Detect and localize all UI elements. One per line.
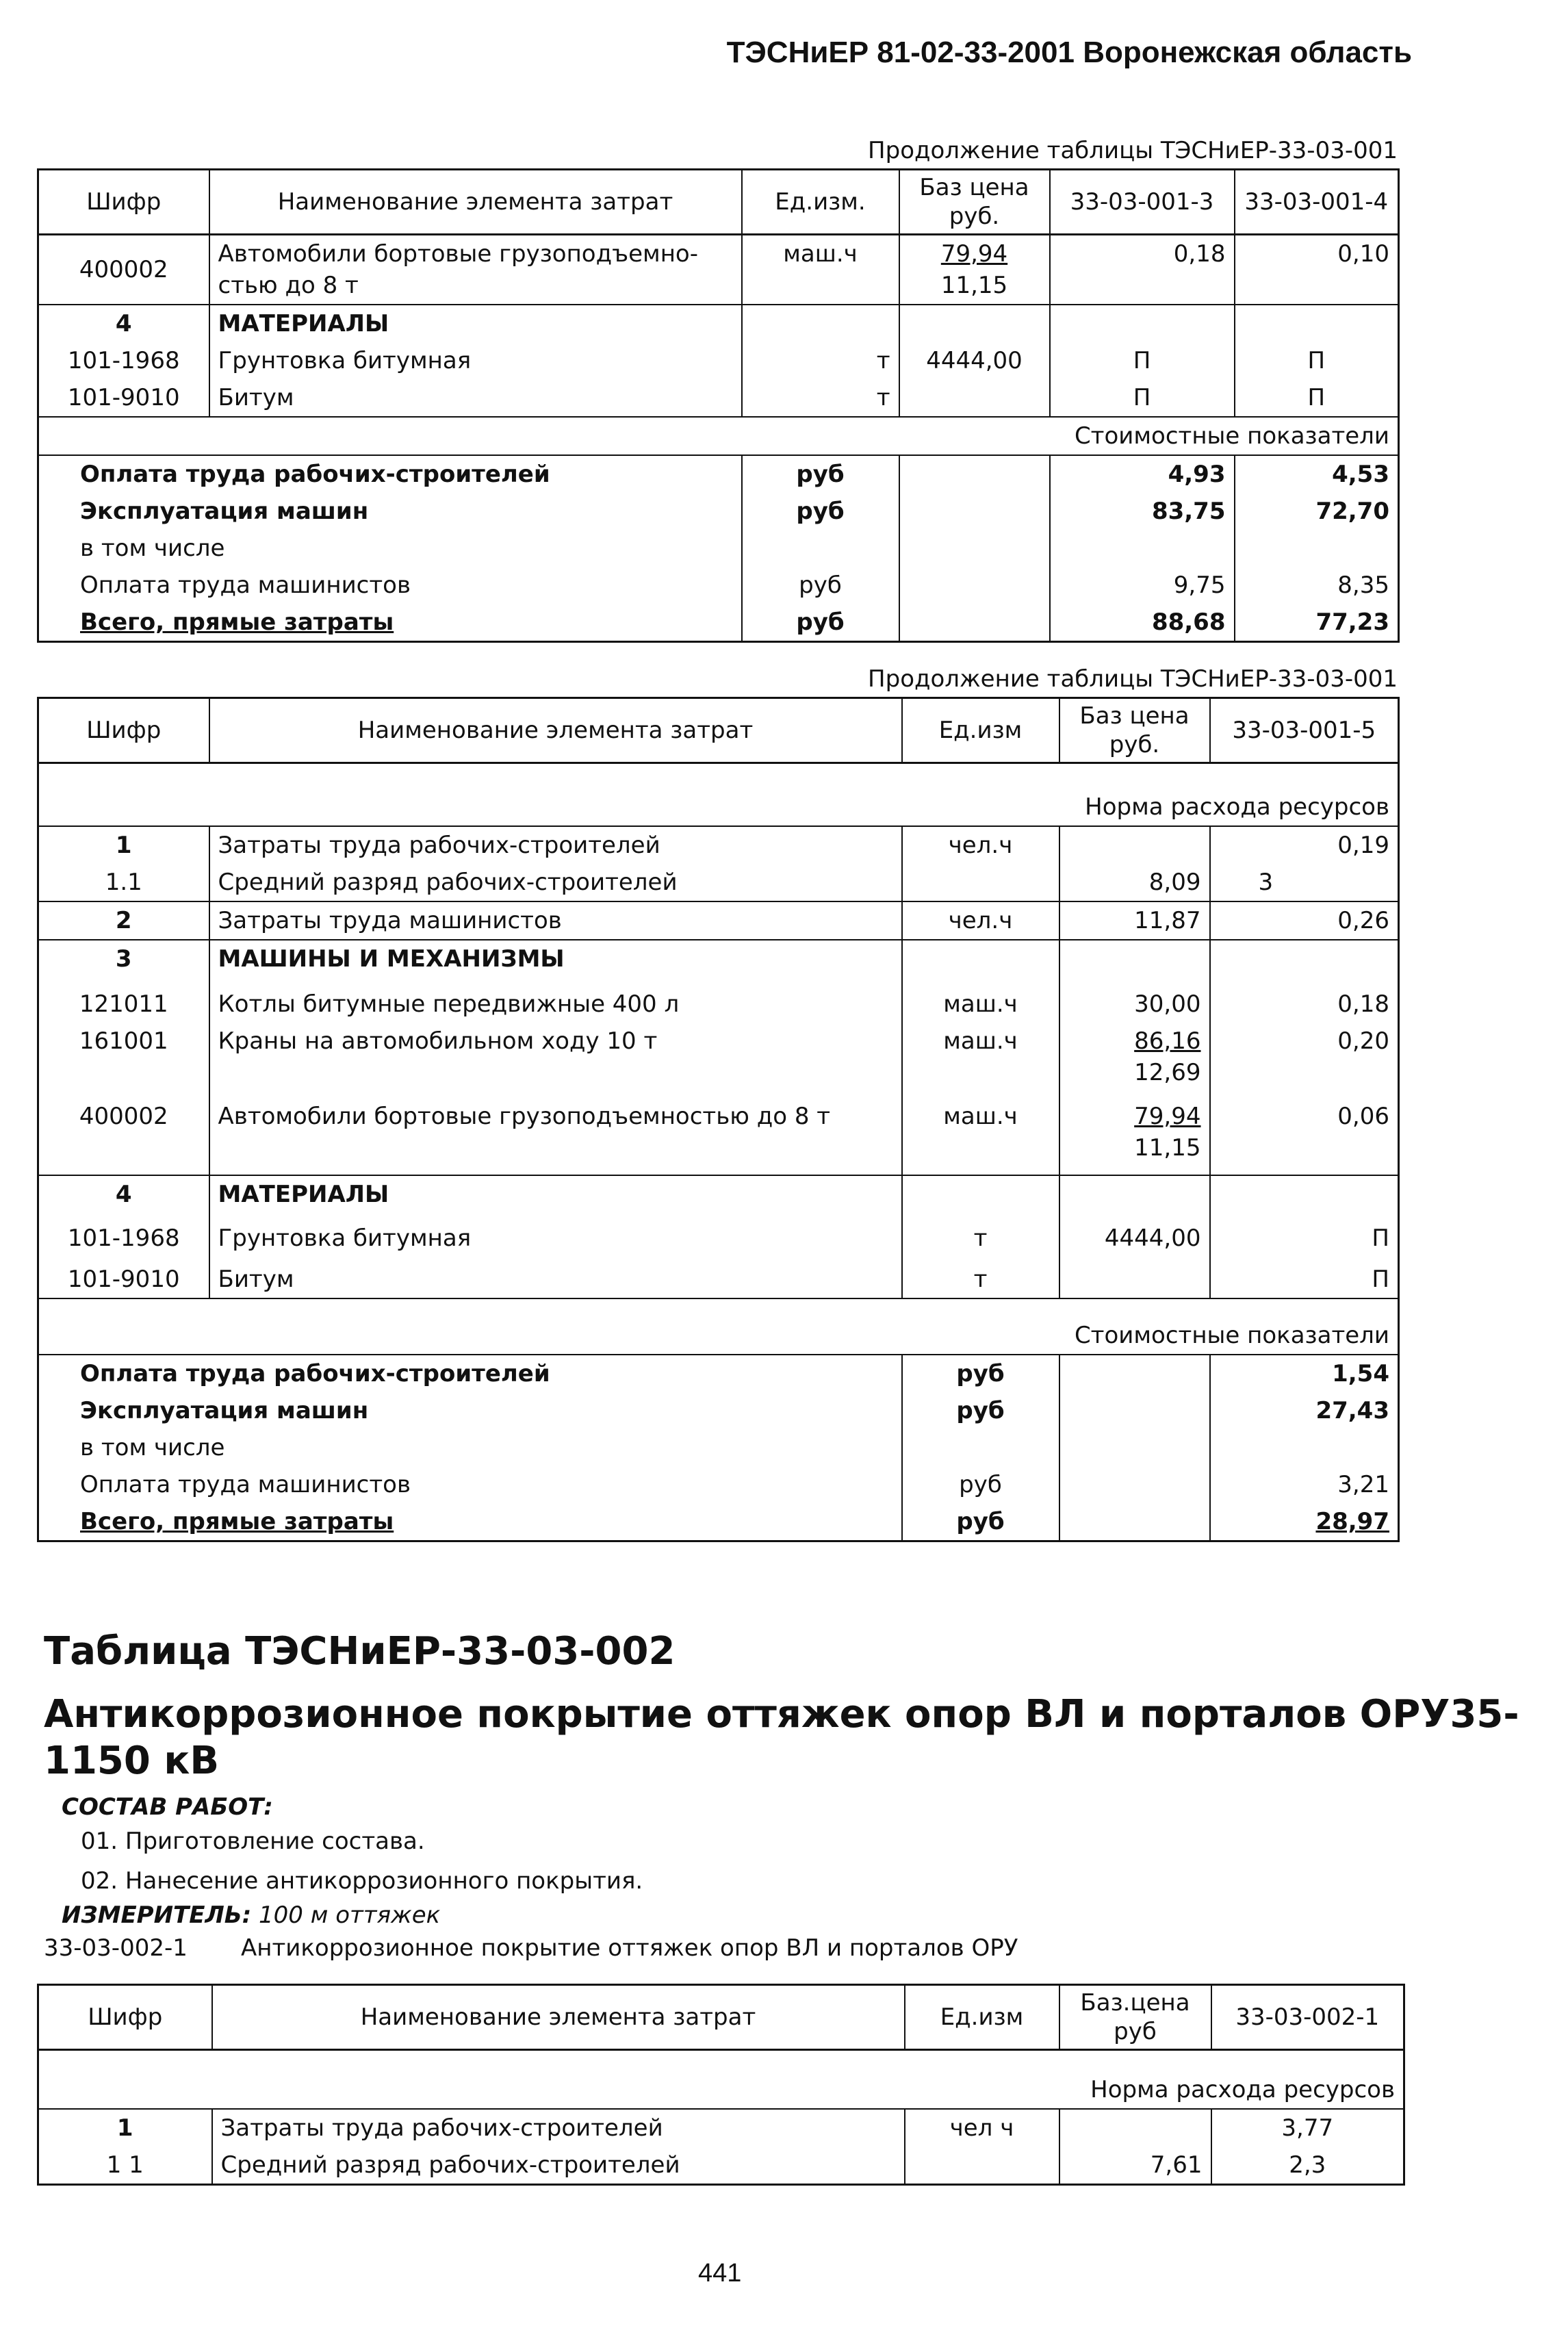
- table-row: 101-9010 Битум т П П: [38, 379, 1399, 417]
- code-line-name: Антикоррозионное покрытие оттяжек опор ВЛ и порталов ОРУ: [241, 1934, 1018, 1962]
- col-price: Баз цена руб.: [899, 170, 1050, 235]
- table-row: [38, 417, 1399, 455]
- section-title: Таблица ТЭСНиЕР-33-03-002: [44, 1629, 676, 1674]
- table-row: 4 МАТЕРИАЛЫ: [38, 305, 1399, 342]
- table-row: 1 Затраты труда рабочих-строителей чел ч 3,77: [38, 2109, 1404, 2147]
- step-1: 01. Приготовление состава.: [81, 1828, 425, 1855]
- table2-header-row: Шифр Наименование элемента затрат Ед.изм Баз цена руб. 33-03-001-5: [38, 698, 1399, 763]
- table1: [37, 168, 1400, 643]
- table-row: 101-1968 Грунтовка битумная т 4444,00 П: [38, 1213, 1399, 1257]
- table-row: 1 Затраты труда рабочих-строителей чел.ч 0,19: [38, 826, 1399, 864]
- table-row: в том числе: [38, 530, 1399, 567]
- section-subtitle-line1: Антикоррозионное покрытие оттяжек опор ВЛ и порталов ОРУ35-: [44, 1692, 1519, 1737]
- col-001-4: 33-03-001-4: [1235, 170, 1399, 235]
- col-001-3: 33-03-001-3: [1050, 170, 1235, 235]
- table-row: [38, 763, 1399, 827]
- table-row: Эксплуатация машин руб 83,75 72,70: [38, 493, 1399, 530]
- table-row: 101-9010 Битум т П: [38, 1257, 1399, 1298]
- table-row: Оплата труда машинистов руб 3,21: [38, 1466, 1399, 1503]
- table-row: 1.1 Средний разряд рабочих-строителей 8,09 3: [38, 864, 1399, 901]
- norm-header: Норма расхода ресурсов: [38, 763, 1399, 827]
- table-row: 161001 Краны на автомобильном ходу 10 т маш.ч 86,16 12,69 0,20: [38, 1023, 1399, 1091]
- section-subtitle-line2: 1150 кВ: [44, 1739, 220, 1783]
- table3: [37, 1984, 1405, 2186]
- table-row: 3 МАШИНЫ И МЕХАНИЗМЫ: [38, 940, 1399, 977]
- cost-header: Стоимостные показатели: [38, 1298, 1399, 1355]
- table-row: Всего, прямые затраты руб 88,68 77,23: [38, 604, 1399, 642]
- norm-header: Норма расхода ресурсов: [38, 2050, 1404, 2110]
- table1-header-row: [38, 170, 1399, 235]
- table-row: [38, 2050, 1404, 2110]
- table2: [37, 697, 1400, 1542]
- table-row: [38, 1298, 1399, 1355]
- izm-line: ИЗМЕРИТЕЛЬ: 100 м оттяжек: [62, 1902, 441, 1929]
- table-row: 400002 Автомобили бортовые грузоподъемно- стью до 8 т маш.ч 79,94 11,15 0,18 0,10: [38, 235, 1399, 305]
- table-row: Эксплуатация машин руб 27,43: [38, 1392, 1399, 1429]
- table-row: Всего, прямые затраты руб 28,97: [38, 1503, 1399, 1541]
- col-name: Наименование элемента затрат: [209, 170, 742, 235]
- col-unit: Ед.изм.: [742, 170, 899, 235]
- cost-header: Стоимостные показатели: [38, 417, 1399, 455]
- table2-continuation: Продолжение таблицы ТЭСНиЕР-33-03-001: [868, 665, 1398, 693]
- table-row: Оплата труда рабочих-строителей руб 1,54: [38, 1355, 1399, 1392]
- table-row: 101-1968 Грунтовка битумная т 4444,00 П П: [38, 342, 1399, 379]
- code-line-code: 33-03-002-1: [44, 1934, 188, 1962]
- sostav-label: СОСТАВ РАБОТ:: [62, 1793, 273, 1821]
- table-row: 4 МАТЕРИАЛЫ: [38, 1175, 1399, 1213]
- table-row: Оплата труда рабочих-строителей руб 4,93 4,53: [38, 455, 1399, 493]
- page-number: 441: [698, 2259, 742, 2288]
- table-row: 121011 Котлы битумные передвижные 400 л маш.ч 30,00 0,18: [38, 977, 1399, 1023]
- table-row: 1 1 Средний разряд рабочих-строителей 7,61 2,3: [38, 2147, 1404, 2185]
- table3-header-row: Шифр Наименование элемента затрат Ед.изм Баз.цена руб 33-03-002-1: [38, 1985, 1404, 2050]
- table-row: Оплата труда машинистов руб 9,75 8,35: [38, 567, 1399, 604]
- table-row: в том числе: [38, 1429, 1399, 1466]
- step-2: 02. Нанесение антикоррозионного покрытия.: [81, 1867, 643, 1895]
- table1-continuation: Продолжение таблицы ТЭСНиЕР-33-03-001: [868, 137, 1398, 164]
- running-header: ТЭСНиЕР 81-02-33-2001 Воронежская область: [726, 36, 1412, 69]
- table-row: 400002 Автомобили бортовые грузоподъемностью до 8 т маш.ч 79,94 11,15 0,06: [38, 1091, 1399, 1175]
- col-code: Шифр: [38, 170, 209, 235]
- table-row: 2 Затраты труда машинистов чел.ч 11,87 0,26: [38, 901, 1399, 940]
